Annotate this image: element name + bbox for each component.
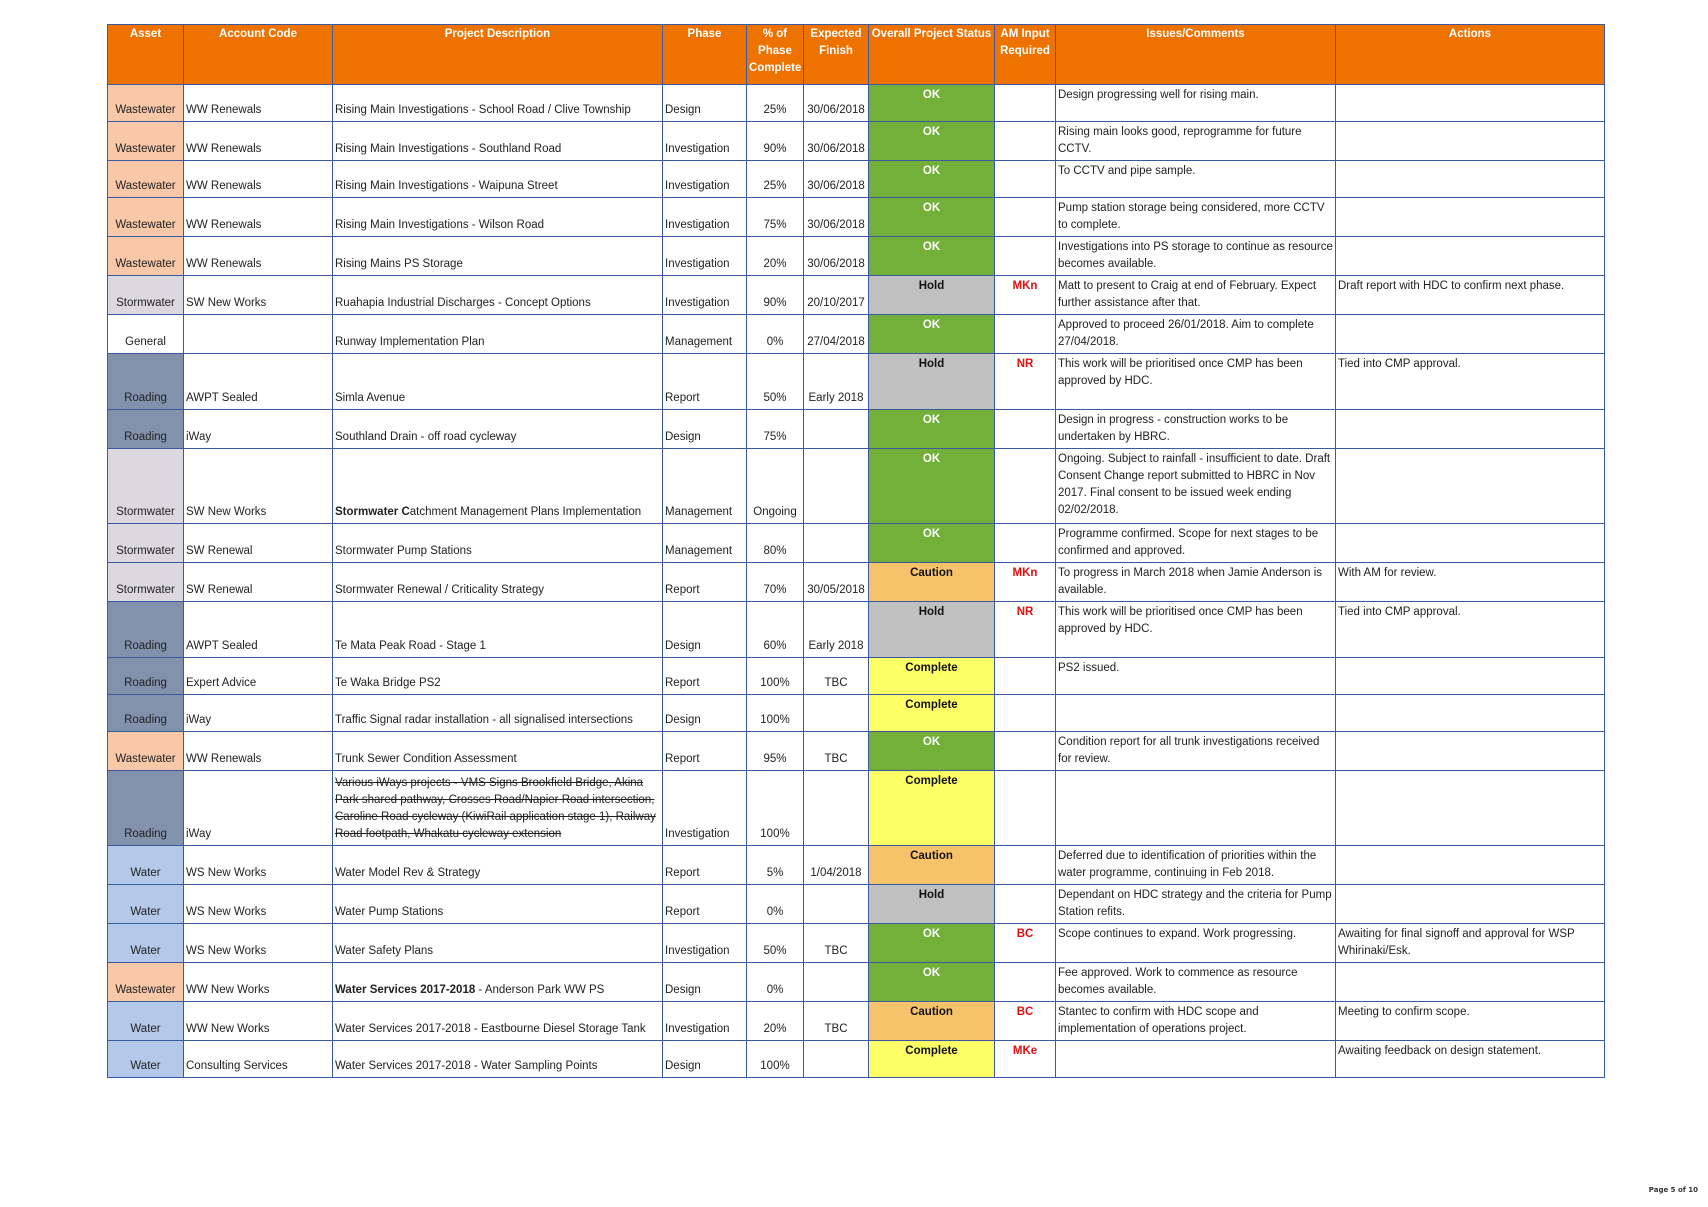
table-row: [108, 885, 1605, 924]
issues-comments-cell: Deferred due to identification of priorities within the water programme, continuing in Feb 2018.: [1056, 846, 1336, 885]
asset-cell: Wastewater: [108, 732, 184, 771]
am-input-cell: [995, 771, 1056, 846]
status-badge: OK: [869, 198, 995, 237]
phase-cell: Design: [663, 1041, 747, 1078]
am-input-cell: [995, 963, 1056, 1002]
issues-comments-cell: [1056, 771, 1336, 846]
description-text: Rising Main Investigations - School Road / Clive Township: [335, 104, 631, 116]
status-badge: Complete: [869, 695, 995, 732]
actions-cell: Tied into CMP approval.: [1336, 602, 1605, 658]
description-text: Water Safety Plans: [335, 945, 434, 957]
phase-cell: Design: [663, 695, 747, 732]
actions-cell: [1336, 771, 1605, 846]
expected-finish-cell: Early 2018: [804, 354, 869, 410]
asset-cell: Water: [108, 924, 184, 963]
project-description-cell: [333, 449, 663, 524]
description-text: Te Waka Bridge PS2: [335, 677, 441, 689]
issues-comments-cell: [1056, 1041, 1336, 1078]
asset-cell: Stormwater: [108, 276, 184, 315]
issues-comments-cell: To progress in March 2018 when Jamie Anderson is available.: [1056, 563, 1336, 602]
description-text: Water Services 2017-2018 - Eastbourne Diesel Storage Tank: [335, 1023, 646, 1035]
table-row: [108, 198, 1605, 237]
actions-cell: Tied into CMP approval.: [1336, 354, 1605, 410]
phase-cell: Management: [663, 315, 747, 354]
percent-complete-cell: 0%: [747, 963, 804, 1002]
phase-cell: Design: [663, 410, 747, 449]
table-row: [108, 410, 1605, 449]
status-badge: Caution: [869, 846, 995, 885]
table-row: [108, 315, 1605, 354]
phase-cell: Investigation: [663, 198, 747, 237]
phase-cell: Investigation: [663, 161, 747, 198]
phase-cell: Investigation: [663, 237, 747, 276]
table-row: [108, 924, 1605, 963]
description-bold-text: Stormwater C: [335, 506, 410, 518]
percent-complete-cell: 100%: [747, 771, 804, 846]
expected-finish-cell: [804, 771, 869, 846]
expected-finish-cell: [804, 695, 869, 732]
phase-cell: Report: [663, 885, 747, 924]
asset-cell: Roading: [108, 602, 184, 658]
issues-comments-cell: Condition report for all trunk investigations received for review.: [1056, 732, 1336, 771]
status-badge: OK: [869, 524, 995, 563]
actions-cell: Meeting to confirm scope.: [1336, 1002, 1605, 1041]
description-text: Trunk Sewer Condition Assessment: [335, 753, 517, 765]
expected-finish-cell: [804, 1041, 869, 1078]
expected-finish-cell: 30/05/2018: [804, 563, 869, 602]
phase-cell: Design: [663, 963, 747, 1002]
account-code-cell: WW Renewals: [184, 732, 333, 771]
status-badge: OK: [869, 161, 995, 198]
am-input-cell: [995, 695, 1056, 732]
project-description-cell: [333, 771, 663, 846]
asset-cell: Water: [108, 846, 184, 885]
project-description-cell: [333, 1041, 663, 1078]
description-text: atchment Management Plans Implementation: [409, 506, 642, 518]
percent-complete-cell: 50%: [747, 924, 804, 963]
asset-cell: Roading: [108, 695, 184, 732]
phase-cell: Investigation: [663, 122, 747, 161]
project-description-cell: [333, 695, 663, 732]
status-badge: Hold: [869, 276, 995, 315]
table-row: [108, 524, 1605, 563]
project-description-cell: [333, 602, 663, 658]
table-body: [108, 85, 1605, 1078]
percent-complete-cell: 25%: [747, 161, 804, 198]
expected-finish-cell: TBC: [804, 732, 869, 771]
description-text: Rising Main Investigations - Southland Road: [335, 143, 562, 155]
issues-comments-cell: Stantec to confirm with HDC scope and implementation of operations project.: [1056, 1002, 1336, 1041]
actions-cell: [1336, 524, 1605, 563]
account-code-cell: [184, 315, 333, 354]
project-description-cell: [333, 924, 663, 963]
status-badge: OK: [869, 237, 995, 276]
project-description-cell: [333, 276, 663, 315]
actions-cell: [1336, 695, 1605, 732]
am-input-cell: [995, 524, 1056, 563]
project-description-cell: [333, 410, 663, 449]
table-row: [108, 161, 1605, 198]
percent-complete-cell: 50%: [747, 354, 804, 410]
expected-finish-cell: TBC: [804, 1002, 869, 1041]
account-code-cell: Expert Advice: [184, 658, 333, 695]
issues-comments-cell: This work will be prioritised once CMP has been approved by HDC.: [1056, 602, 1336, 658]
am-input-cell: [995, 732, 1056, 771]
asset-cell: Roading: [108, 354, 184, 410]
project-description-cell: [333, 237, 663, 276]
am-input-cell: [995, 658, 1056, 695]
asset-cell: Roading: [108, 771, 184, 846]
issues-comments-cell: Fee approved. Work to commence as resource becomes available.: [1056, 963, 1336, 1002]
actions-cell: [1336, 122, 1605, 161]
account-code-cell: AWPT Sealed: [184, 602, 333, 658]
description-text: Water Model Rev & Strategy: [335, 867, 481, 879]
header-project-description: Project Description: [333, 25, 663, 85]
percent-complete-cell: 90%: [747, 276, 804, 315]
am-input-cell: [995, 237, 1056, 276]
expected-finish-cell: 30/06/2018: [804, 122, 869, 161]
issues-comments-cell: Investigations into PS storage to continue as resource becomes available.: [1056, 237, 1336, 276]
phase-cell: Report: [663, 563, 747, 602]
issues-comments-cell: To CCTV and pipe sample.: [1056, 161, 1336, 198]
description-text: Stormwater Pump Stations: [335, 545, 472, 557]
status-badge: OK: [869, 315, 995, 354]
actions-cell: [1336, 963, 1605, 1002]
table-row: [108, 732, 1605, 771]
phase-cell: Report: [663, 846, 747, 885]
asset-cell: Wastewater: [108, 237, 184, 276]
status-badge: Hold: [869, 354, 995, 410]
status-badge: OK: [869, 410, 995, 449]
project-description-cell: [333, 1002, 663, 1041]
percent-complete-cell: 60%: [747, 602, 804, 658]
project-description-cell: [333, 563, 663, 602]
header-am-input: AM Input Required: [995, 25, 1056, 85]
status-badge: Caution: [869, 563, 995, 602]
account-code-cell: WW Renewals: [184, 122, 333, 161]
phase-cell: Design: [663, 602, 747, 658]
actions-cell: Awaiting feedback on design statement.: [1336, 1041, 1605, 1078]
status-badge: OK: [869, 85, 995, 122]
table-row: [108, 122, 1605, 161]
asset-cell: Wastewater: [108, 122, 184, 161]
phase-cell: Investigation: [663, 1002, 747, 1041]
phase-cell: Investigation: [663, 924, 747, 963]
project-description-cell: [333, 122, 663, 161]
am-input-cell: MKe: [995, 1041, 1056, 1078]
account-code-cell: iWay: [184, 695, 333, 732]
percent-complete-cell: 100%: [747, 695, 804, 732]
header-overall-status: Overall Project Status: [869, 25, 995, 85]
table-row: [108, 237, 1605, 276]
phase-cell: Report: [663, 732, 747, 771]
asset-cell: Roading: [108, 410, 184, 449]
account-code-cell: WW Renewals: [184, 161, 333, 198]
phase-cell: Design: [663, 85, 747, 122]
am-input-cell: [995, 846, 1056, 885]
percent-complete-cell: 0%: [747, 315, 804, 354]
project-description-cell: [333, 315, 663, 354]
issues-comments-cell: Pump station storage being considered, more CCTV to complete.: [1056, 198, 1336, 237]
actions-cell: With AM for review.: [1336, 563, 1605, 602]
am-input-cell: [995, 122, 1056, 161]
expected-finish-cell: 30/06/2018: [804, 161, 869, 198]
percent-complete-cell: 20%: [747, 237, 804, 276]
expected-finish-cell: TBC: [804, 924, 869, 963]
description-text: Te Mata Peak Road - Stage 1: [335, 640, 486, 652]
account-code-cell: WW Renewals: [184, 237, 333, 276]
table-row: [108, 1041, 1605, 1078]
am-input-cell: MKn: [995, 276, 1056, 315]
account-code-cell: WW New Works: [184, 963, 333, 1002]
project-description-cell: [333, 524, 663, 563]
asset-cell: Water: [108, 1041, 184, 1078]
description-struck-text: Various iWays projects - VMS Signs Brookfield Bridge, Akina Park shared pathway, Crosses Road/Napier Road intersection, Caroline Road cycleway (KiwiRail application stage 1), Railway Road footpath, Whakatu cycleway extension: [335, 777, 656, 840]
actions-cell: [1336, 85, 1605, 122]
table-row: [108, 449, 1605, 524]
table-header-row: [108, 25, 1605, 85]
description-bold-text: Water Services 2017-2018: [335, 984, 476, 996]
issues-comments-cell: [1056, 695, 1336, 732]
account-code-cell: iWay: [184, 771, 333, 846]
issues-comments-cell: Design progressing well for rising main.: [1056, 85, 1336, 122]
expected-finish-cell: 30/06/2018: [804, 237, 869, 276]
am-input-cell: [995, 161, 1056, 198]
percent-complete-cell: 100%: [747, 658, 804, 695]
project-status-table: [107, 24, 1605, 1078]
expected-finish-cell: [804, 410, 869, 449]
table-row: [108, 771, 1605, 846]
percent-complete-cell: 95%: [747, 732, 804, 771]
status-badge: OK: [869, 924, 995, 963]
expected-finish-cell: [804, 524, 869, 563]
percent-complete-cell: 0%: [747, 885, 804, 924]
am-input-cell: [995, 885, 1056, 924]
description-text: Ruahapia Industrial Discharges - Concept Options: [335, 297, 591, 309]
account-code-cell: Consulting Services: [184, 1041, 333, 1078]
expected-finish-cell: 30/06/2018: [804, 198, 869, 237]
expected-finish-cell: [804, 449, 869, 524]
asset-cell: Wastewater: [108, 963, 184, 1002]
am-input-cell: [995, 315, 1056, 354]
issues-comments-cell: Programme confirmed. Scope for next stages to be confirmed and approved.: [1056, 524, 1336, 563]
am-input-cell: NR: [995, 354, 1056, 410]
percent-complete-cell: 25%: [747, 85, 804, 122]
account-code-cell: SW Renewal: [184, 524, 333, 563]
issues-comments-cell: Matt to present to Craig at end of February. Expect further assistance after that.: [1056, 276, 1336, 315]
percent-complete-cell: 75%: [747, 198, 804, 237]
header-actions: Actions: [1336, 25, 1605, 85]
account-code-cell: WW New Works: [184, 1002, 333, 1041]
expected-finish-cell: 30/06/2018: [804, 85, 869, 122]
status-badge: OK: [869, 122, 995, 161]
project-description-cell: [333, 658, 663, 695]
am-input-cell: MKn: [995, 563, 1056, 602]
description-text: Water Pump Stations: [335, 906, 444, 918]
expected-finish-cell: [804, 885, 869, 924]
account-code-cell: AWPT Sealed: [184, 354, 333, 410]
account-code-cell: iWay: [184, 410, 333, 449]
percent-complete-cell: 20%: [747, 1002, 804, 1041]
description-text: Rising Mains PS Storage: [335, 258, 463, 270]
table-row: [108, 85, 1605, 122]
actions-cell: [1336, 198, 1605, 237]
actions-cell: [1336, 161, 1605, 198]
actions-cell: [1336, 315, 1605, 354]
page-number: Page 5 of 10: [1648, 1186, 1698, 1194]
description-text: Rising Main Investigations - Waipuna Street: [335, 180, 558, 192]
status-badge: OK: [869, 449, 995, 524]
description-text: Rising Main Investigations - Wilson Road: [335, 219, 545, 231]
percent-complete-cell: Ongoing: [747, 449, 804, 524]
header-percent-complete: % of Phase Complete: [747, 25, 804, 85]
actions-cell: [1336, 237, 1605, 276]
header-phase: Phase: [663, 25, 747, 85]
expected-finish-cell: Early 2018: [804, 602, 869, 658]
phase-cell: Investigation: [663, 771, 747, 846]
issues-comments-cell: Design in progress - construction works to be undertaken by HBRC.: [1056, 410, 1336, 449]
description-text: - Anderson Park WW PS: [475, 984, 605, 996]
status-badge: Complete: [869, 1041, 995, 1078]
account-code-cell: SW Renewal: [184, 563, 333, 602]
table-row: [108, 602, 1605, 658]
account-code-cell: SW New Works: [184, 276, 333, 315]
status-badge: Complete: [869, 771, 995, 846]
table-row: [108, 276, 1605, 315]
am-input-cell: [995, 410, 1056, 449]
expected-finish-cell: 27/04/2018: [804, 315, 869, 354]
asset-cell: Water: [108, 1002, 184, 1041]
phase-cell: Management: [663, 449, 747, 524]
actions-cell: Awaiting for final signoff and approval for WSP Whirinaki/Esk.: [1336, 924, 1605, 963]
description-text: Runway Implementation Plan: [335, 336, 485, 348]
project-description-cell: [333, 198, 663, 237]
description-text: Water Services 2017-2018 - Water Sampling Points: [335, 1060, 598, 1072]
table-row: [108, 658, 1605, 695]
issues-comments-cell: Ongoing. Subject to rainfall - insufficient to date. Draft Consent Change report submitted to HBRC in Nov 2017. Final consent to be issued week ending 02/02/2018.: [1056, 449, 1336, 524]
actions-cell: [1336, 449, 1605, 524]
phase-cell: Investigation: [663, 276, 747, 315]
header-asset: Asset: [108, 25, 184, 85]
table-row: [108, 963, 1605, 1002]
account-code-cell: WS New Works: [184, 924, 333, 963]
table-row: [108, 563, 1605, 602]
account-code-cell: WS New Works: [184, 885, 333, 924]
status-badge: OK: [869, 732, 995, 771]
phase-cell: Management: [663, 524, 747, 563]
status-badge: Hold: [869, 602, 995, 658]
asset-cell: Stormwater: [108, 524, 184, 563]
percent-complete-cell: 90%: [747, 122, 804, 161]
header-expected-finish: Expected Finish: [804, 25, 869, 85]
project-description-cell: [333, 85, 663, 122]
account-code-cell: SW New Works: [184, 449, 333, 524]
phase-cell: Report: [663, 658, 747, 695]
status-badge: Complete: [869, 658, 995, 695]
asset-cell: Wastewater: [108, 161, 184, 198]
actions-cell: Draft report with HDC to confirm next phase.: [1336, 276, 1605, 315]
actions-cell: [1336, 658, 1605, 695]
expected-finish-cell: [804, 963, 869, 1002]
project-description-cell: [333, 732, 663, 771]
table-row: [108, 1002, 1605, 1041]
asset-cell: Water: [108, 885, 184, 924]
project-description-cell: [333, 354, 663, 410]
issues-comments-cell: PS2 issued.: [1056, 658, 1336, 695]
expected-finish-cell: 1/04/2018: [804, 846, 869, 885]
phase-cell: Report: [663, 354, 747, 410]
expected-finish-cell: TBC: [804, 658, 869, 695]
issues-comments-cell: Rising main looks good, reprogramme for future CCTV.: [1056, 122, 1336, 161]
status-badge: OK: [869, 963, 995, 1002]
description-text: Stormwater Renewal / Criticality Strategy: [335, 584, 544, 596]
issues-comments-cell: Scope continues to expand. Work progressing.: [1056, 924, 1336, 963]
status-badge: Hold: [869, 885, 995, 924]
asset-cell: Wastewater: [108, 198, 184, 237]
issues-comments-cell: Approved to proceed 26/01/2018. Aim to complete 27/04/2018.: [1056, 315, 1336, 354]
am-input-cell: [995, 85, 1056, 122]
table-row: [108, 695, 1605, 732]
header-account-code: Account Code: [184, 25, 333, 85]
am-input-cell: BC: [995, 1002, 1056, 1041]
am-input-cell: [995, 449, 1056, 524]
issues-comments-cell: This work will be prioritised once CMP has been approved by HDC.: [1056, 354, 1336, 410]
am-input-cell: NR: [995, 602, 1056, 658]
description-text: Southland Drain - off road cycleway: [335, 431, 517, 443]
description-text: Simla Avenue: [335, 392, 406, 404]
percent-complete-cell: 75%: [747, 410, 804, 449]
project-description-cell: [333, 963, 663, 1002]
asset-cell: Stormwater: [108, 563, 184, 602]
account-code-cell: WW Renewals: [184, 85, 333, 122]
project-description-cell: [333, 885, 663, 924]
asset-cell: Stormwater: [108, 449, 184, 524]
project-description-cell: [333, 161, 663, 198]
asset-cell: General: [108, 315, 184, 354]
actions-cell: [1336, 410, 1605, 449]
status-badge: Caution: [869, 1002, 995, 1041]
percent-complete-cell: 80%: [747, 524, 804, 563]
account-code-cell: WS New Works: [184, 846, 333, 885]
account-code-cell: WW Renewals: [184, 198, 333, 237]
percent-complete-cell: 5%: [747, 846, 804, 885]
header-issues-comments: Issues/Comments: [1056, 25, 1336, 85]
table-row: [108, 846, 1605, 885]
asset-cell: Roading: [108, 658, 184, 695]
description-text: Traffic Signal radar installation - all signalised intersections: [335, 714, 633, 726]
actions-cell: [1336, 885, 1605, 924]
actions-cell: [1336, 732, 1605, 771]
table-row: [108, 354, 1605, 410]
asset-cell: Wastewater: [108, 85, 184, 122]
percent-complete-cell: 70%: [747, 563, 804, 602]
actions-cell: [1336, 846, 1605, 885]
percent-complete-cell: 100%: [747, 1041, 804, 1078]
expected-finish-cell: 20/10/2017: [804, 276, 869, 315]
am-input-cell: BC: [995, 924, 1056, 963]
issues-comments-cell: Dependant on HDC strategy and the criteria for Pump Station refits.: [1056, 885, 1336, 924]
project-description-cell: [333, 846, 663, 885]
am-input-cell: [995, 198, 1056, 237]
